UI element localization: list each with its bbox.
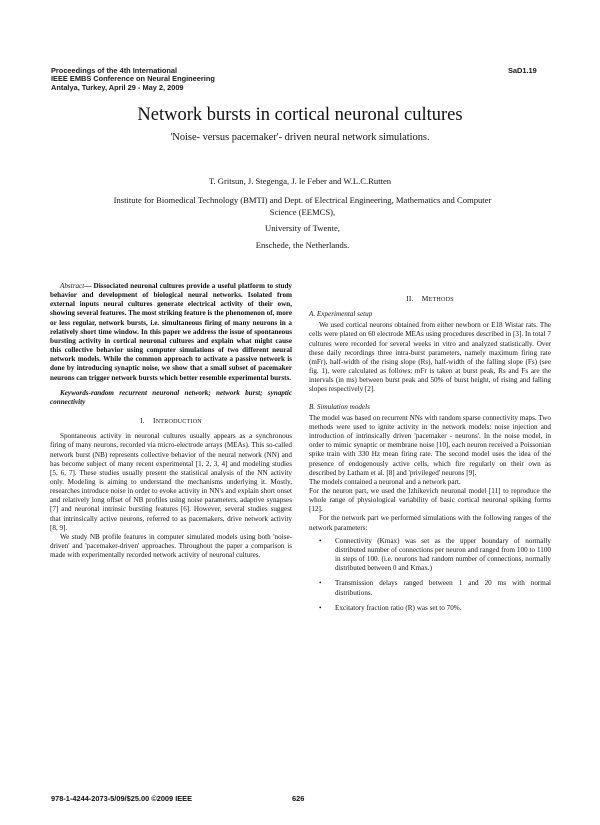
authors: T. Gritsun, J. Stegenga, J. le Feber and W.L.C.Rutten	[208, 176, 392, 186]
subsection-a-heading: A. Experimental setup	[309, 310, 373, 319]
subsection-b-paragraph-4: For the network part we performed simulations with the following ranges of the network parameters:	[309, 514, 551, 532]
header-line-3: Antalya, Turkey, April 29 - May 2, 2009	[51, 82, 184, 92]
methods-heading-rest: ETHODS	[428, 297, 454, 303]
header-line-2: IEEE EMBS Conference on Neural Engineering	[51, 74, 215, 84]
affiliation-line-4: Enschede, the Netherlands.	[255, 239, 350, 250]
subsection-b-paragraph-1: The model was based on recurrent NNs with random sparse connectivity maps. Two methods were used to ignite activity in the network models: noise injection and introduction of intrinsically driven 'pacemaker - neurons'. In the noise model, in order to mimic synaptic or membrane noise [10], each neuron received a Poissonian spike train with 330 Hz mean firing rate. The second model uses the idea of the presence of endogenously active cells, which fire regularly on their own as described by Latham et al. [8] and 'privileged' neurons [9].	[309, 413, 551, 477]
subsection-b-paragraph-2: The models contained a neuronal and a network part.	[309, 477, 461, 486]
intro-paragraph-2: We study NB profile features in computer simulated models using both 'noise-driven' and 'pacemaker-driven' approaches. Throughout the paper a comparison is made with experimentally recorded network activity of neuronal cultures.	[50, 532, 292, 560]
intro-heading-number: I.	[140, 416, 145, 426]
paper-code: SaD1.19	[508, 66, 537, 75]
intro-paragraph-1: Spontaneous activity in neuronal cultures usually appears as a synchronous firing of many neurons, recorded via micro-electrode arrays (MEAs). This so-called network burst (NB) represents collective behavior of the neural network (NN) and has become subject of many recent experimental [1, 2, 3, 4] and modeling studies [5, 6, 7]. These studies usually present the statistical analysis of the NN activity only. Modeling is aiming to understand the mechanisms underlying it. Mostly, researches introduce noise in order to evoke activity in NN's and explain short onset and relatively long offset of NB profiles using noise parameters, adaptive synapses [7] and neuronal intrinsic bursting features [6]. However, several studies suggest that intrinsically active neurons, referred to as pacemakers, drive network activity [8, 9].	[50, 432, 292, 532]
keywords: Keywords-random recurrent neuronal network; network burst; synaptic connectivity	[50, 388, 292, 406]
intro-heading-initial: I	[153, 416, 156, 426]
header-line-1: Proceedings of the 4th International	[51, 66, 178, 75]
list-item: • Connectivity (Kmax) was set as the upper boundary of normally distributed number of connections per neuron and ranged from 100 to 1100 in steps of 100. (i.e. neurons had random number of connections, normally distributed between 0 and Kmax.)	[309, 537, 551, 574]
paper-title: Network bursts in cortical neuronal cultures	[137, 105, 463, 125]
paper-subtitle: 'Noise- versus pacemaker'- driven neural network simulations.	[170, 132, 430, 143]
intro-heading-rest: NTRODUCTION	[155, 419, 202, 426]
footer-page-number: 626	[292, 794, 305, 803]
subsection-b-paragraph-3: For the neuron part, we used the Izhikevich neuronal model [11] to reproduce the whole range of physiological variability of basic cortical neuronal spiking forms [12].	[309, 486, 551, 514]
parameter-list	[309, 537, 551, 613]
list-item: • Transmission delays ranged between 1 and 20 ms with normal distributions.	[309, 579, 551, 597]
footer-isbn: 978-1-4244-2073-5/09/$25.00 ©2009 IEEE	[51, 794, 193, 803]
list-item: • Excitatory fraction ratio (R) was set to 70%.	[309, 604, 551, 613]
left-column	[50, 282, 292, 560]
subsection-b-heading: B. Simulation models	[309, 402, 370, 411]
methods-heading-number: II.	[406, 294, 414, 303]
abstract-lead: Abstract	[60, 282, 85, 290]
affiliation	[40, 195, 565, 251]
intro-heading	[50, 416, 292, 427]
methods-heading-initial: M	[421, 294, 429, 303]
abstract	[50, 282, 292, 383]
affiliation-line-2: Science (EEMCS),	[269, 206, 336, 217]
conference-header	[51, 67, 215, 92]
affiliation-line-1: Institute for Biomedical Technology (BMTI) and Dept. of Electrical Engineering, Mathematics and Computer	[113, 195, 492, 205]
methods-heading	[309, 294, 551, 305]
right-column	[309, 294, 551, 619]
affiliation-line-3: University of Twente,	[265, 223, 340, 234]
abstract-body: — Dissociated neuronal cultures provide a useful platform to study behavior and development of biological neural networks. Isolated from external inputs neural cultures generate electrical activity of their own, showing several features. The most striking feature is the phenomenon of, more or less regular, network bursts, i.e. simultaneous firing of many neurons in a relatively short time window. In this paper we address the issue of spontaneous bursting activity in cortical neuronal cultures and explain what might cause this collective behavior using computer simulations of two different neural network models. While the common approach to activate a passive network is done by introducing synaptic noise, we show that a small subset of pacemaker neurons can trigger network bursts which better resemble experimental bursts.	[50, 282, 292, 382]
subsection-a-paragraph: We used cortical neurons obtained from either newborn or E18 Wistar rats. The cells were plated on 60 electrode MEAs using procedures described in [3]. In total 7 cultures were recorded for several weeks in vitro and analyzed statistically. Over these daily recordings three intra-burst parameters, namely maximum firing rate (mFr), half-width of the rising slope (Rs), half-width of the falling slope (Fs) (see fig. 1), were calculated as follows: mFr is taken at burst peak, Rs and Fs are the intervals (in ms) between burst peak and 50% of burst height, of rising and falling slopes respectively [2].	[309, 321, 551, 394]
